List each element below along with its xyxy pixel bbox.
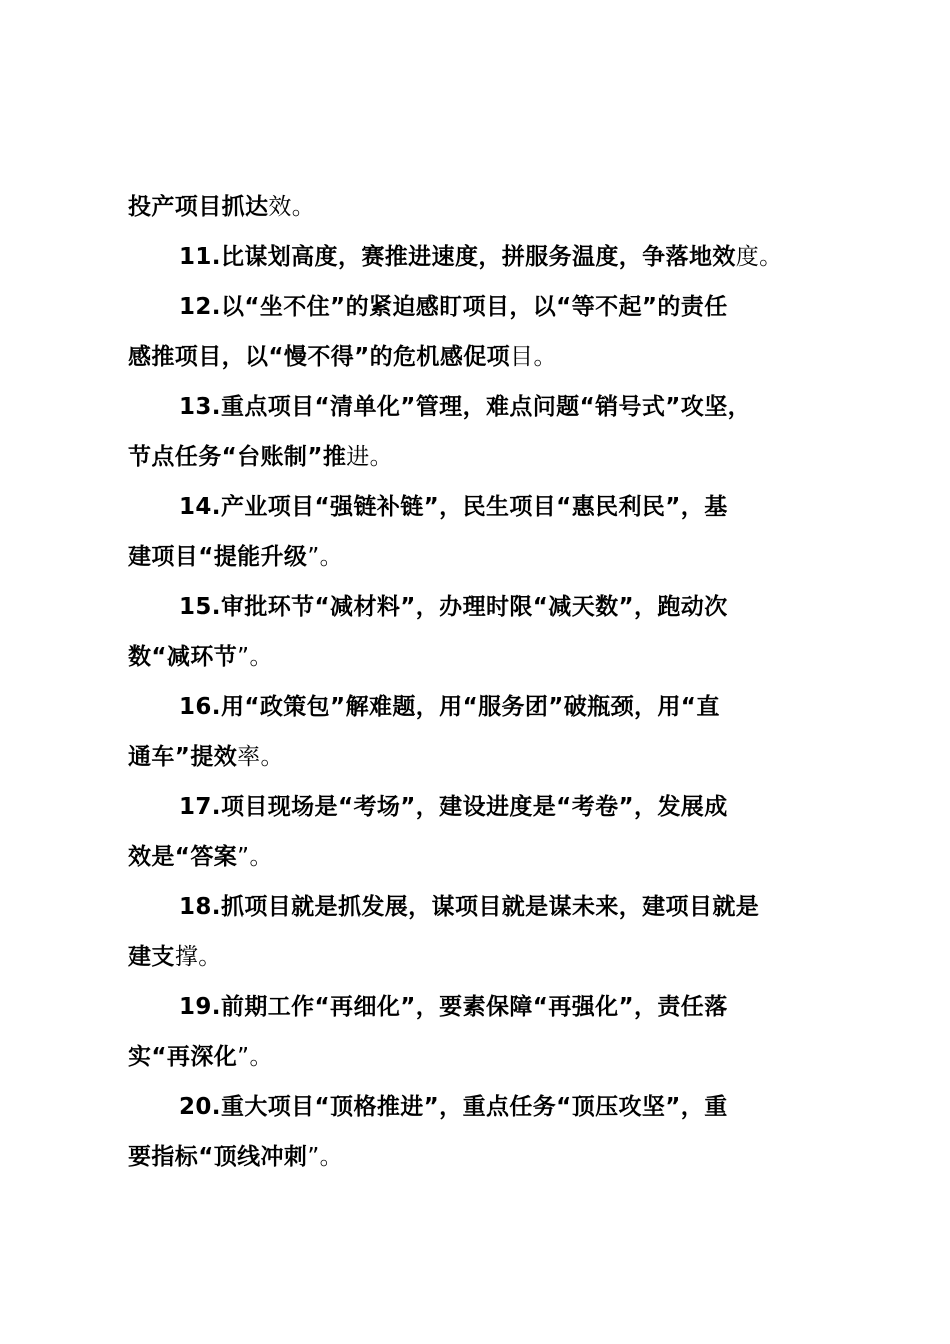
text-bold: 16.用“政策包”解难题，用“服务团”破瓶颈，用“直	[179, 694, 720, 720]
text-line	[128, 1082, 840, 1132]
text-bold: 20.重大项目“顶格推进”，重点任务“顶压攻坚”，重	[179, 1094, 728, 1120]
text-bold: 通车”提效	[128, 744, 238, 770]
text-line	[128, 232, 840, 282]
text-bold: 17.项目现场是“考场”，建设进度是“考卷”，发展成	[179, 794, 728, 820]
paragraph-item-16	[128, 682, 840, 782]
paragraph-item-15	[128, 582, 840, 682]
paragraph-item-11	[128, 232, 840, 282]
text-line	[128, 1032, 840, 1082]
text-bold: 投产项目抓达	[128, 194, 269, 220]
text-bold: 14.产业项目“强链补链”，民生项目“惠民利民”，基	[179, 494, 728, 520]
text-bold: 要指标“顶线冲刺	[128, 1144, 308, 1170]
text-normal: 度。	[735, 244, 783, 270]
text-line	[128, 832, 840, 882]
text-bold: 11.比谋划高度，赛推进速度，拼服务温度，争落地效	[179, 244, 736, 270]
text-line	[128, 982, 840, 1032]
text-bold: 13.重点项目“清单化”管理，难点问题“销号式”攻坚，	[179, 394, 752, 420]
text-bold: 建项目“提能升级	[128, 544, 308, 570]
paragraph-item-14	[128, 482, 840, 582]
paragraph-item-13	[128, 382, 840, 482]
text-bold: 15.审批环节“减材料”，办理时限“减天数”，跑动次	[179, 594, 728, 620]
text-line	[128, 332, 840, 382]
text-line	[128, 882, 840, 932]
text-bold: 节点任务“台账制”推	[128, 444, 347, 470]
text-bold: 实“再深化	[128, 1044, 238, 1070]
text-line	[128, 532, 840, 582]
text-normal: 撑。	[174, 944, 222, 970]
text-normal: ”。	[307, 1144, 344, 1170]
text-line	[128, 582, 840, 632]
text-normal: 效。	[268, 194, 316, 220]
paragraph-item-17	[128, 782, 840, 882]
paragraph-continuation	[128, 182, 840, 232]
text-line	[128, 432, 840, 482]
text-bold: 12.以“坐不住”的紧迫感盯项目，以“等不起”的责任	[179, 294, 728, 320]
text-line	[128, 1132, 840, 1182]
paragraph-item-20	[128, 1082, 840, 1182]
text-line	[128, 182, 840, 232]
paragraph-item-12	[128, 282, 840, 382]
text-line	[128, 632, 840, 682]
text-bold: 建支	[128, 944, 175, 970]
text-line	[128, 382, 840, 432]
text-normal: ”。	[237, 844, 273, 870]
text-bold: 效是“答案	[128, 844, 238, 870]
text-line	[128, 732, 840, 782]
text-line	[128, 282, 840, 332]
text-normal: ”。	[237, 644, 273, 670]
text-line	[128, 482, 840, 532]
text-bold: 19.前期工作“再细化”，要素保障“再强化”，责任落	[179, 994, 728, 1020]
text-normal: 进。	[346, 444, 394, 470]
text-line	[128, 682, 840, 732]
paragraph-item-19	[128, 982, 840, 1082]
paragraph-item-18	[128, 882, 840, 982]
text-normal: 率。	[237, 744, 284, 770]
text-line	[128, 932, 840, 982]
text-bold: 数“减环节	[128, 644, 238, 670]
text-line	[128, 782, 840, 832]
text-normal: ”。	[307, 544, 344, 570]
text-normal: ”。	[237, 1044, 273, 1070]
text-bold: 感推项目，以“慢不得”的危机感促项	[128, 344, 511, 370]
text-normal: 目。	[510, 344, 557, 370]
document-body	[128, 182, 840, 1182]
text-bold: 18.抓项目就是抓发展，谋项目就是谋未来，建项目就是	[179, 894, 760, 920]
